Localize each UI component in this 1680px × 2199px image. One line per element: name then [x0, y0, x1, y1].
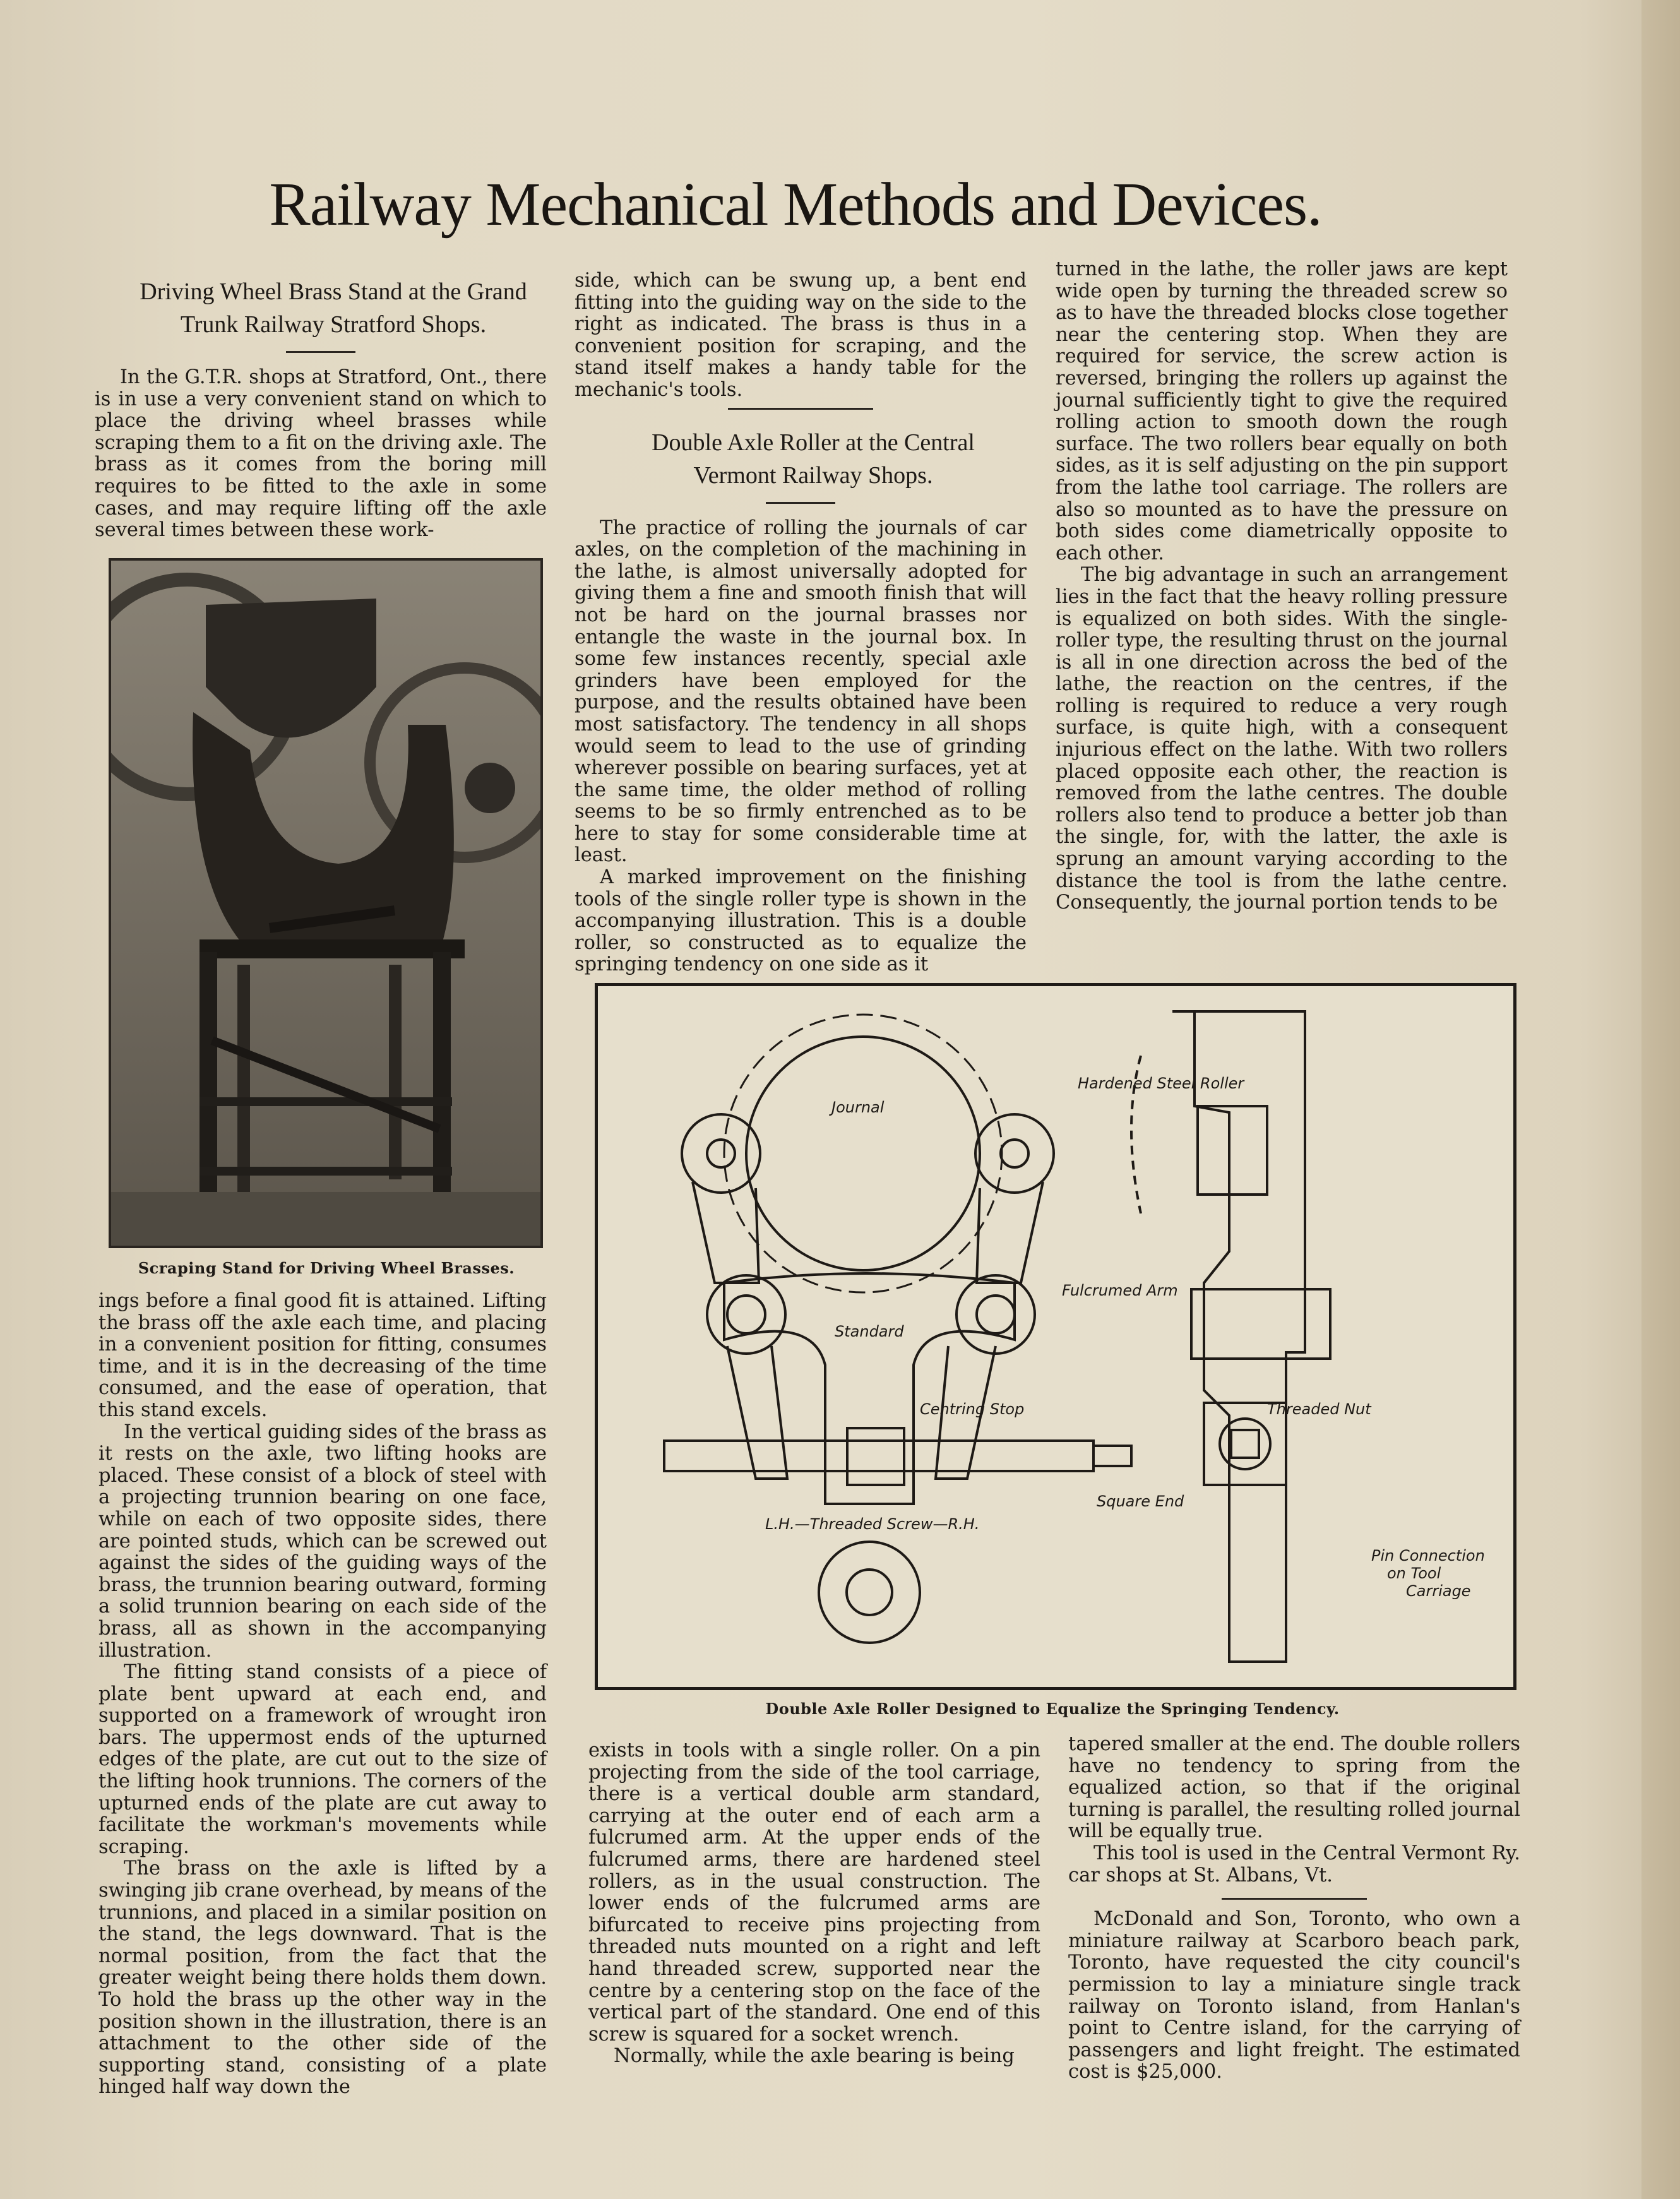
article2-para2: A marked improvement on the finishing tools of the single roller type is shown in the accompanying illustration. This is a double roller, so constructed as to equalize the springing tendency on one side as it [575, 866, 1027, 976]
article2-para1: The practice of rolling the journals of car axles, on the completion of the machining in the lathe, is almost universally adopted for giving them a fine and smooth finish that will not be hard on the journal brasses nor entangle the waste in the journal box. In some few instances recently, special axle grinders have been employed for the purpose, and the results obtained have been most satisfactory. The tendency in all shops would seem to lead to the use of grinding wherever possible on bearing surfaces, yet at the same time, the older method of rolling seems to be so firmly entrenched as to be here to stay for some considerable time at least. [575, 516, 1027, 867]
title-rule [766, 502, 835, 504]
label-screw: L.H.—Threaded Screw—R.H. [765, 1515, 980, 1533]
column-1-bottom [98, 1290, 547, 2099]
article2-col3-bottom-p2: This tool is used in the Central Vermont Ry. car shops at St. Albans, Vt. [1068, 1842, 1520, 1886]
article2-col3-bottom: tapered smaller at the end. The double rollers have no tendency to spring from the equalized action, so that if the original turning is parallel, the resulting rolled journal will be equally true. [1068, 1733, 1520, 1843]
facing-page-edge [1641, 0, 1680, 2199]
axle-roller-diagram [595, 983, 1516, 1690]
article1-para1: In the G.T.R. shops at Stratford, Ont., there is in use a very convenient stand on which to place the driving wheel brasses while scraping them to a fit on the driving axle. The brass as it comes from the boring mill requires to be fitted to the axle in some cases, and may require lifting off the axle several times between these work- [95, 366, 547, 542]
label-pin-1: Pin Connection [1371, 1547, 1485, 1564]
label-threaded-nut: Threaded Nut [1267, 1400, 1371, 1418]
article2-col2-bottom: exists in tools with a single roller. On a pin projecting from the side of the tool carriage, there is a vertical double arm standard, carrying at the outer end of each arm a fulcrumed arm. At the upper ends of the fulcrumed arms, there are hardened steel rollers, as in the usual construction. The lower ends of the fulcrumed arms are bifurcated to receive pins projecting from threaded nuts mounted on a right and left hand threaded screw, supported near the centre by a centering stop on the face of the vertical part of the standard. One end of this screw is squared for a socket wrench. [588, 1739, 1040, 2046]
label-fulcrumed-arm: Fulcrumed Arm [1062, 1282, 1178, 1299]
column-1-top [95, 275, 547, 542]
article1-para4: The brass on the axle is lifted by a swinging jib crane overhead, by means of the trunnions, and placed in a similar position on the stand, the legs downward. That is the normal position, from the fact that the greater weight being there holds them down. To hold the brass up the other way in the position shown in the illustration, there is an attachment to the other side of the supporting stand, consisting of a plate hinged half way down the [98, 1857, 547, 2099]
diagram-caption: Double Axle Roller Designed to Equalize the Springing Tendency. [765, 1700, 1340, 1718]
label-square-end: Square End [1097, 1493, 1184, 1510]
article2-title-line2: Vermont Railway Shops. [693, 462, 933, 489]
article2-title-line1: Double Axle Roller at the Central [652, 429, 975, 456]
article2-col3-para2: The big advantage in such an arrangement lies in the fact that the heavy rolling pressure is equalized on both sides. With the single-roller type, the resulting thrust on the journal is all in one direction across the bed of the lathe, the reaction on the centres, if the rolling is required to reduce a very rough surface, is quite high, with a consequent injurious effect on the lathe. With two rollers placed opposite each other, the reaction is removed from the lathe centres. The double rollers also tend to produce a better job than the single, for, with the latter, the axle is sprung an amount varying according to the distance the tool is from the lathe centre. Consequently, the journal portion tends to be [1056, 564, 1508, 914]
article1-title-line2: Trunk Railway Stratford Shops. [180, 311, 487, 338]
column-2-bottom [588, 1740, 1040, 2068]
page-headline: Railway Mechanical Methods and Devices. [269, 170, 1322, 239]
label-hardened-roller: Hardened Steel Roller [1078, 1075, 1244, 1092]
label-pin-2: on Tool [1387, 1564, 1441, 1582]
article1-para1-cont: ings before a final good fit is attained. Lifting the brass off the axle each time, and placing in a convenient position for fitting, consumes time, and it is in the decreasing of the time consumed, and the ease of operation, that this stand excels. [98, 1290, 547, 1421]
article1-title-line1: Driving Wheel Brass Stand at the Grand [140, 278, 527, 305]
scraping-stand-photo [109, 558, 543, 1248]
column-3-top [1056, 259, 1508, 914]
label-pin-3: Carriage [1406, 1582, 1471, 1600]
article2-col2-bottom-p2: Normally, while the axle bearing is being [614, 2045, 1015, 2068]
news-paragraph: McDonald and Son, Toronto, who own a miniature railway at Scarboro beach park, Toronto, have requested the city council's permission to lay a miniature single track railway on Toronto island, from Hanlan's point to Centre island, for the carrying of passengers and light freight. The estimated cost is $25,000. [1068, 1908, 1520, 2083]
article2-col3-para1: turned in the lathe, the roller jaws are kept wide open by turning the threaded screw so as to have the threaded blocks close together near the centering stop. When they are required for service, the screw action is reversed, bringing the rollers up against the journal sufficiently tight to give the required rolling action to smooth down the rough surface. The two rollers bear equally on both sides, as it is self adjusting on the pin support from the lathe tool carriage. The rollers are also so mounted as to have the pressure on both sides come diametrically opposite to each other. [1056, 258, 1508, 564]
label-journal: Journal [831, 1099, 885, 1116]
photo-caption: Scraping Stand for Driving Wheel Brasses. [138, 1259, 515, 1277]
label-centring-stop: Centring Stop [920, 1400, 1025, 1418]
title-rule [286, 351, 355, 353]
label-standard: Standard [835, 1323, 904, 1340]
article1-para3: The fitting stand consists of a piece of plate bent upward at each end, and supported on a framework of wrought iron bars. The uppermost ends of the upturned edges of the plate, are cut out to the size of the lifting hook trunnions. The corners of the upturned ends of the plate are cut away to facilitate the workman's movements while scraping. [98, 1661, 547, 1858]
news-rule [1222, 1898, 1367, 1900]
article1-para2: In the vertical guiding sides of the brass as it rests on the axle, two lifting hooks are placed. These consist of a block of steel with a projecting trunnion bearing on one face, while on each of two opposite sides, there are pointed studs, which can be screwed out against the sides of the guiding ways of the brass, the trunnion bearing outward, forming a solid trunnion bearing on each side of the brass, all as shown in the accompanying illustration. [98, 1421, 547, 1662]
column-2-top [575, 270, 1027, 976]
column-3-bottom [1068, 1734, 1520, 2083]
section-rule [728, 408, 873, 410]
article1-col2-cont: side, which can be swung up, a bent end fitting into the guiding way on the side to the right as indicated. The brass is thus in a convenient position for scraping, and the stand itself makes a handy table for the mechanic's tools. [575, 270, 1027, 401]
